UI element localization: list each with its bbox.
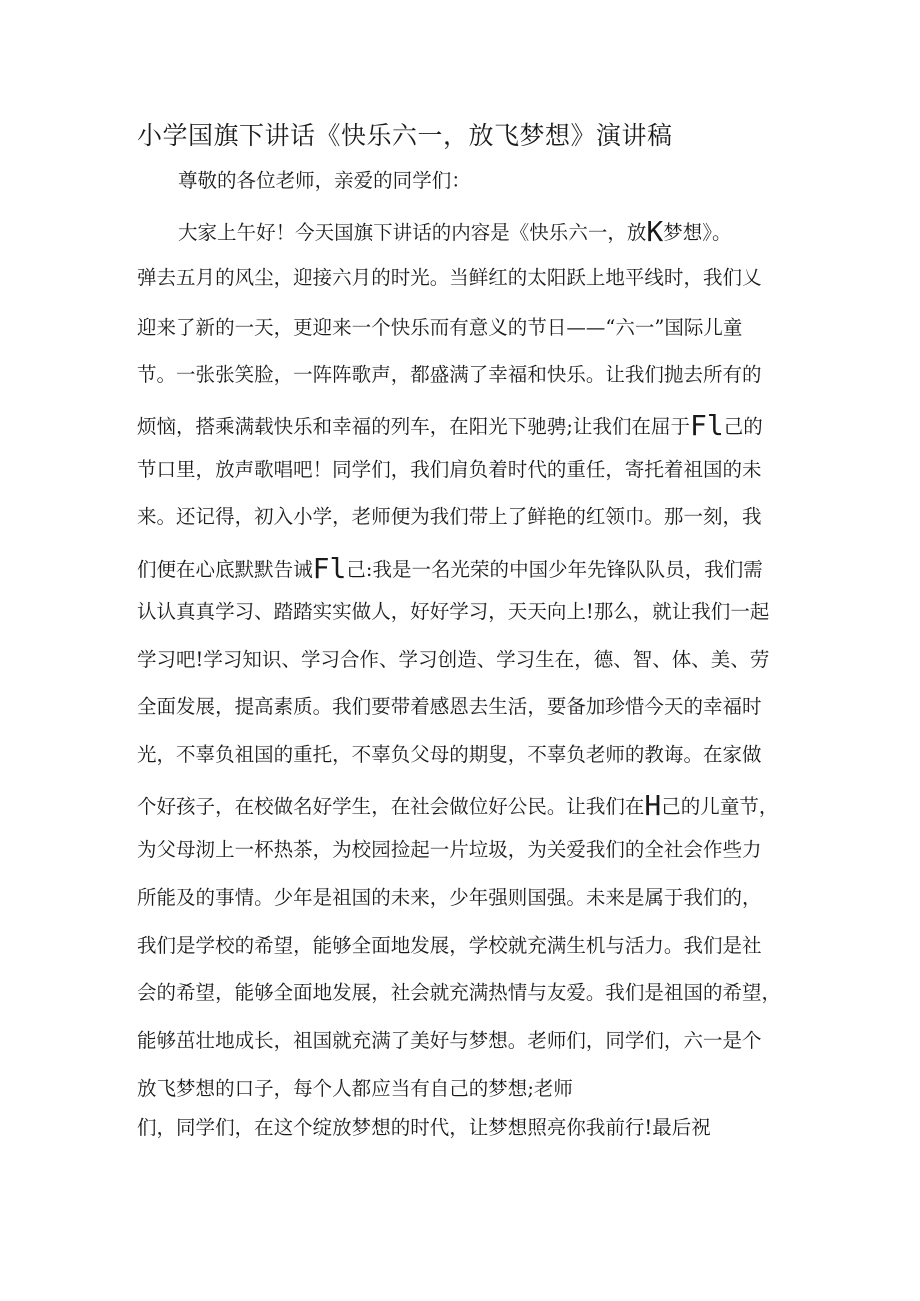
body-line: 所能及的事情。少年是祖国的未来，少年强则国强。未来是属于我们的，	[137, 886, 762, 909]
body-line: 们，同学们，在这个绽放梦想的时代，让梦想照亮你我前行!最后祝	[137, 1116, 711, 1139]
body-line: 为父母沏上一杯热茶，为校园捡起一片垃圾，为关爱我们的全社会作些力	[137, 838, 762, 861]
body-line: 我们是学校的希望，能够全面地发展，学校就充满生机与活力。我们是社	[137, 934, 762, 957]
body-line: 们便在心底默默告诫Fl己:我是一名光荣的中国少年先锋队队员，我们需	[137, 552, 763, 585]
body-line: 迎来了新的一天，更迎来一个快乐而有意义的节日——“六一”国际儿童	[137, 316, 743, 339]
document-title: 小学国旗下讲话《快乐六一，放飞梦想》演讲稿	[137, 121, 673, 150]
body-line: 节口里，放声歌唱吧！同学们，我们肩负着时代的重任，寄托着祖国的未	[137, 458, 762, 481]
opening-line: 大家上午好！今天国旗下讲话的内容是《快乐六一，放K梦想》。	[178, 215, 732, 248]
body-line: 认认真真学习、踏踏实实做人，好好学习，天天向上!那么，就让我们一起	[137, 600, 770, 623]
greeting-line: 尊敬的各位老师，亲爱的同学们：	[178, 169, 471, 192]
body-line: 弹去五月的风尘，迎接六月的时光。当鲜红的太阳跃上地平线时，我们乂	[137, 266, 762, 289]
body-line: 光，不辜负祖国的重托，不辜负父母的期叟，不辜负老师的教诲。在家做	[137, 743, 762, 766]
body-line: 烦恼，搭乘满载快乐和幸福的列车，在阳光下驰骋;让我们在屈于Fl己的	[137, 409, 763, 442]
body-line: 节。一张张笑脸，一阵阵歌声，都盛满了幸福和快乐。让我们抛去所有的	[137, 363, 762, 386]
body-line: 放飞梦想的口子，每个人都应当有自己的梦想;老师	[137, 1077, 573, 1100]
body-line: 全面发展，提高素质。我们要带着感恩去生活，要备加珍惜今天的幸福时	[137, 695, 762, 718]
body-line: 能够茁壮地成长，祖国就充满了美好与梦想。老师们，同学们，六一是个	[137, 1029, 762, 1052]
body-line: 学习吧!学习知识、学习合作、学习创造、学习生在，德、智、体、美、劳	[137, 648, 770, 671]
body-line: 个好孩子，在校做名好学生，在社会做位好公民。让我们在H己的儿童节，	[137, 789, 779, 822]
body-line: 来。还记得，初入小学，老师便为我们带上了鲜艳的红领巾。那一刻，我	[137, 505, 762, 528]
body-line: 会的希望，能够全面地发展，社会就充满热情与友爱。我们是祖国的希望，	[137, 981, 782, 1004]
